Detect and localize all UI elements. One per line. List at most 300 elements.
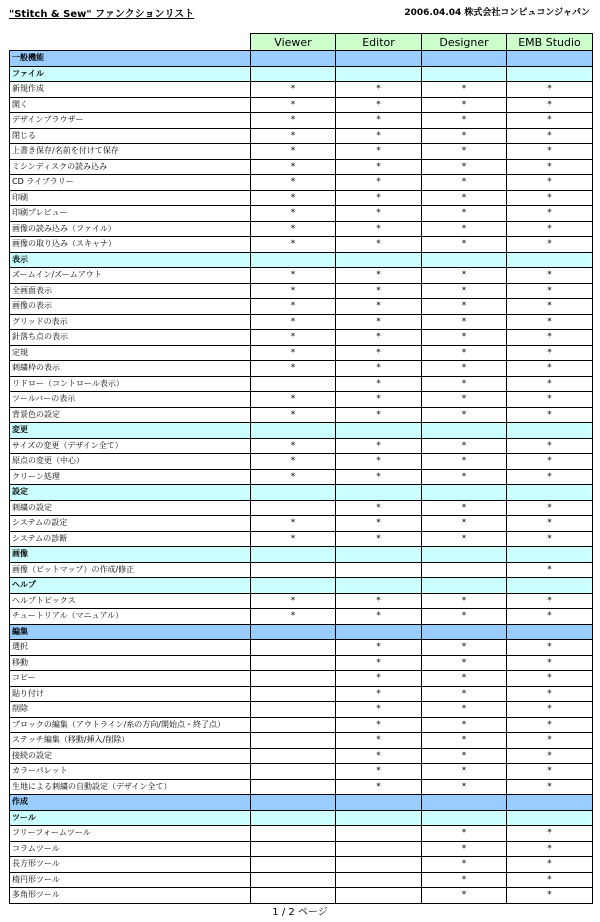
availability-cell: * [422, 268, 507, 284]
table-row [10, 671, 593, 687]
availability-cell: * [336, 376, 422, 392]
availability-cell: * [507, 733, 593, 749]
availability-cell: * [422, 206, 507, 222]
function-label: 画像 [10, 547, 251, 563]
availability-cell: * [422, 593, 507, 609]
title-subtitle: ファンクションリスト [91, 9, 195, 20]
availability-cell: * [422, 407, 507, 423]
availability-cell [336, 841, 422, 857]
table-row [10, 531, 593, 547]
availability-cell: * [251, 454, 336, 470]
table-row [10, 330, 593, 346]
availability-cell [422, 562, 507, 578]
availability-cell: * [507, 531, 593, 547]
availability-cell: * [251, 593, 336, 609]
availability-cell [507, 810, 593, 826]
table-row [10, 733, 593, 749]
availability-cell [422, 547, 507, 563]
availability-cell: * [422, 500, 507, 516]
availability-cell: * [422, 190, 507, 206]
availability-cell: * [336, 655, 422, 671]
function-label: 新規作成 [10, 82, 251, 98]
availability-cell: * [336, 361, 422, 377]
availability-cell: * [336, 345, 422, 361]
function-label: ブロックの編集（アウトライン/糸の方向/開始点・終了点） [10, 717, 251, 733]
availability-cell: * [507, 299, 593, 315]
availability-cell: * [507, 516, 593, 532]
availability-cell [251, 500, 336, 516]
availability-cell: * [251, 438, 336, 454]
function-label: CD ライブラリー [10, 175, 251, 191]
table-row [10, 144, 593, 160]
availability-cell [251, 252, 336, 268]
availability-cell: * [251, 175, 336, 191]
availability-cell [251, 624, 336, 640]
availability-cell: * [336, 268, 422, 284]
availability-cell: * [251, 82, 336, 98]
subsection-header-row [10, 578, 593, 594]
availability-cell: * [422, 764, 507, 780]
availability-cell [336, 562, 422, 578]
page-number: 1 / 2 ページ [272, 907, 328, 918]
availability-cell [251, 66, 336, 82]
availability-cell: * [507, 190, 593, 206]
availability-cell: * [336, 97, 422, 113]
availability-cell: * [251, 361, 336, 377]
table-row [10, 190, 593, 206]
availability-cell: * [422, 702, 507, 718]
availability-cell: * [336, 128, 422, 144]
availability-cell [422, 485, 507, 501]
availability-cell: * [422, 361, 507, 377]
availability-cell: * [336, 438, 422, 454]
function-label: 移動 [10, 655, 251, 671]
section-header-row [10, 795, 593, 811]
availability-cell: * [507, 609, 593, 625]
availability-cell: * [507, 283, 593, 299]
availability-cell: * [251, 314, 336, 330]
availability-cell: * [507, 97, 593, 113]
availability-cell: * [422, 97, 507, 113]
availability-cell [251, 547, 336, 563]
availability-cell: * [251, 299, 336, 315]
function-label: 楕円形ツール [10, 872, 251, 888]
section-header-row [10, 51, 593, 67]
availability-cell: * [422, 159, 507, 175]
availability-cell: * [251, 237, 336, 253]
availability-cell: * [422, 826, 507, 842]
subsection-header-row [10, 810, 593, 826]
availability-cell: * [251, 221, 336, 237]
availability-cell: * [336, 113, 422, 129]
table-row [10, 128, 593, 144]
availability-cell: * [507, 888, 593, 904]
availability-cell: * [422, 733, 507, 749]
availability-cell: * [507, 128, 593, 144]
availability-cell: * [336, 237, 422, 253]
availability-cell [336, 888, 422, 904]
availability-cell: * [336, 469, 422, 485]
function-label: 接続の設定 [10, 748, 251, 764]
function-label: 画像の表示 [10, 299, 251, 315]
availability-cell [251, 423, 336, 439]
availability-cell: * [251, 531, 336, 547]
availability-cell [507, 252, 593, 268]
availability-cell [507, 485, 593, 501]
function-label: 貼り付け [10, 686, 251, 702]
availability-cell [251, 857, 336, 873]
availability-cell [336, 66, 422, 82]
availability-cell: * [336, 392, 422, 408]
table-row [10, 159, 593, 175]
availability-cell [336, 872, 422, 888]
availability-cell: * [422, 128, 507, 144]
availability-cell: * [422, 392, 507, 408]
availability-cell [507, 578, 593, 594]
availability-cell: * [507, 376, 593, 392]
availability-cell [251, 779, 336, 795]
availability-cell: * [336, 190, 422, 206]
table-row [10, 237, 593, 253]
availability-cell: * [422, 454, 507, 470]
table-row [10, 345, 593, 361]
availability-cell: * [507, 144, 593, 160]
availability-cell: * [251, 407, 336, 423]
table-row [10, 562, 593, 578]
availability-cell: * [507, 268, 593, 284]
function-label: 画像の取り込み（スキャナ） [10, 237, 251, 253]
table-row [10, 175, 593, 191]
availability-cell: * [251, 128, 336, 144]
availability-cell [507, 547, 593, 563]
function-label: 設定 [10, 485, 251, 501]
availability-cell: * [507, 702, 593, 718]
table-row [10, 686, 593, 702]
table-row [10, 516, 593, 532]
availability-cell: * [422, 438, 507, 454]
col-header-designer: Designer [422, 34, 507, 51]
table-row [10, 221, 593, 237]
table-row [10, 299, 593, 315]
availability-cell: * [251, 144, 336, 160]
availability-cell [251, 671, 336, 687]
availability-cell [251, 686, 336, 702]
availability-cell: * [422, 82, 507, 98]
availability-cell: * [422, 113, 507, 129]
availability-cell: * [336, 407, 422, 423]
availability-cell: * [336, 159, 422, 175]
availability-cell: * [422, 686, 507, 702]
subsection-header-row [10, 66, 593, 82]
availability-cell: * [336, 764, 422, 780]
table-row [10, 857, 593, 873]
subsection-header-row [10, 252, 593, 268]
availability-cell: * [422, 609, 507, 625]
table-row [10, 454, 593, 470]
availability-cell [251, 562, 336, 578]
table-row [10, 640, 593, 656]
availability-cell: * [336, 175, 422, 191]
availability-cell [507, 66, 593, 82]
function-label: 針落ち点の表示 [10, 330, 251, 346]
function-label: コピー [10, 671, 251, 687]
function-label: グリッドの表示 [10, 314, 251, 330]
availability-cell: * [336, 314, 422, 330]
availability-cell: * [251, 392, 336, 408]
availability-cell: * [507, 407, 593, 423]
function-table [9, 33, 593, 904]
availability-cell [336, 578, 422, 594]
column-header-row [10, 34, 593, 51]
availability-cell: * [507, 469, 593, 485]
function-label: 刺繍枠の表示 [10, 361, 251, 377]
function-label: ミシンディスクの読み込み [10, 159, 251, 175]
corner-cell [10, 34, 251, 51]
availability-cell [422, 578, 507, 594]
availability-cell: * [336, 531, 422, 547]
availability-cell: * [251, 609, 336, 625]
function-label: システムの設定 [10, 516, 251, 532]
availability-cell [251, 748, 336, 764]
table-row [10, 764, 593, 780]
table-row [10, 655, 593, 671]
availability-cell [251, 841, 336, 857]
function-label: クリーン処理 [10, 469, 251, 485]
availability-cell: * [507, 717, 593, 733]
availability-cell: * [251, 113, 336, 129]
function-label: ツールバーの表示 [10, 392, 251, 408]
availability-cell: * [422, 841, 507, 857]
availability-cell: * [336, 516, 422, 532]
function-label: 閉じる [10, 128, 251, 144]
table-row [10, 717, 593, 733]
table-row [10, 97, 593, 113]
availability-cell: * [336, 609, 422, 625]
title-product: "Stitch & Sew" [9, 9, 92, 20]
availability-cell: * [507, 593, 593, 609]
availability-cell: * [251, 330, 336, 346]
function-label: フリーフォームツール [10, 826, 251, 842]
availability-cell: * [507, 671, 593, 687]
availability-cell: * [336, 671, 422, 687]
availability-cell [251, 795, 336, 811]
function-label: 背景色の設定 [10, 407, 251, 423]
availability-cell [251, 717, 336, 733]
table-row [10, 206, 593, 222]
availability-cell [336, 547, 422, 563]
availability-cell [422, 795, 507, 811]
availability-cell: * [422, 144, 507, 160]
date-company: 2006.04.04 株式会社コンピュコンジャパン [404, 8, 590, 18]
availability-cell [422, 423, 507, 439]
function-label: 一般機能 [10, 51, 251, 67]
table-row [10, 469, 593, 485]
availability-cell: * [422, 857, 507, 873]
availability-cell [251, 51, 336, 67]
function-label: デザインブラウザー [10, 113, 251, 129]
table-row [10, 593, 593, 609]
function-label: 印刷プレビュー [10, 206, 251, 222]
function-label: カラーパレット [10, 764, 251, 780]
availability-cell: * [507, 779, 593, 795]
availability-cell [507, 423, 593, 439]
availability-cell [422, 624, 507, 640]
availability-cell [251, 888, 336, 904]
availability-cell [422, 810, 507, 826]
function-label: 刺繍の設定 [10, 500, 251, 516]
availability-cell: * [507, 841, 593, 857]
function-label: 編集 [10, 624, 251, 640]
availability-cell: * [336, 299, 422, 315]
function-label: 画像の読み込み（ファイル） [10, 221, 251, 237]
availability-cell: * [422, 531, 507, 547]
availability-cell [251, 485, 336, 501]
availability-cell: * [336, 206, 422, 222]
function-label: サイズの変更（デザイン全て） [10, 438, 251, 454]
function-label: ズームイン/ズームアウト [10, 268, 251, 284]
availability-cell: * [336, 779, 422, 795]
table-row [10, 361, 593, 377]
availability-cell [336, 810, 422, 826]
availability-cell: * [336, 330, 422, 346]
availability-cell [336, 423, 422, 439]
availability-cell: * [507, 872, 593, 888]
availability-cell: * [336, 82, 422, 98]
function-label: 定規 [10, 345, 251, 361]
availability-cell [251, 764, 336, 780]
function-label: ヘルプトピックス [10, 593, 251, 609]
availability-cell: * [507, 392, 593, 408]
availability-cell [251, 826, 336, 842]
availability-cell: * [336, 702, 422, 718]
availability-cell [336, 252, 422, 268]
table-row [10, 841, 593, 857]
availability-cell: * [336, 283, 422, 299]
availability-cell: * [422, 671, 507, 687]
availability-cell: * [336, 686, 422, 702]
availability-cell [251, 655, 336, 671]
subsection-header-row [10, 547, 593, 563]
function-label: 開く [10, 97, 251, 113]
availability-cell: * [251, 206, 336, 222]
table-row [10, 283, 593, 299]
availability-cell: * [422, 516, 507, 532]
availability-cell: * [422, 640, 507, 656]
availability-cell: * [507, 857, 593, 873]
function-label: 長方形ツール [10, 857, 251, 873]
availability-cell [251, 702, 336, 718]
availability-cell [422, 252, 507, 268]
availability-cell [251, 376, 336, 392]
availability-cell [336, 485, 422, 501]
function-label: ファイル [10, 66, 251, 82]
subsection-header-row [10, 485, 593, 501]
availability-cell: * [251, 268, 336, 284]
availability-cell: * [507, 438, 593, 454]
availability-cell [507, 51, 593, 67]
function-label: 生地による刺繍の自動設定（デザイン全て） [10, 779, 251, 795]
availability-cell: * [507, 826, 593, 842]
availability-cell: * [422, 345, 507, 361]
availability-cell: * [422, 748, 507, 764]
availability-cell: * [336, 640, 422, 656]
availability-cell: * [336, 733, 422, 749]
availability-cell: * [507, 314, 593, 330]
availability-cell: * [422, 237, 507, 253]
section-header-row [10, 624, 593, 640]
availability-cell: * [507, 500, 593, 516]
availability-cell [422, 66, 507, 82]
availability-cell: * [422, 330, 507, 346]
availability-cell: * [336, 500, 422, 516]
function-label: 原点の変更（中心） [10, 454, 251, 470]
function-label: 上書き保存/名前を付けて保存 [10, 144, 251, 160]
availability-cell: * [507, 562, 593, 578]
availability-cell: * [422, 299, 507, 315]
function-label: リドロー（コントロール表示） [10, 376, 251, 392]
availability-cell [251, 872, 336, 888]
table-row [10, 748, 593, 764]
availability-cell: * [251, 469, 336, 485]
col-header-editor: Editor [336, 34, 422, 51]
availability-cell: * [422, 655, 507, 671]
function-label: 表示 [10, 252, 251, 268]
function-label: 変更 [10, 423, 251, 439]
col-header-viewer: Viewer [251, 34, 336, 51]
function-label: コラムツール [10, 841, 251, 857]
availability-cell: * [422, 175, 507, 191]
table-row [10, 314, 593, 330]
function-label: チュートリアル（マニュアル） [10, 609, 251, 625]
availability-cell: * [507, 175, 593, 191]
availability-cell [336, 51, 422, 67]
table-row [10, 438, 593, 454]
function-label: 選択 [10, 640, 251, 656]
table-row [10, 609, 593, 625]
availability-cell: * [422, 376, 507, 392]
function-label: 印刷 [10, 190, 251, 206]
availability-cell: * [336, 593, 422, 609]
availability-cell: * [422, 717, 507, 733]
availability-cell: * [251, 97, 336, 113]
function-label: システムの診断 [10, 531, 251, 547]
availability-cell: * [507, 159, 593, 175]
availability-cell: * [507, 686, 593, 702]
table-row [10, 779, 593, 795]
availability-cell: * [507, 640, 593, 656]
table-row [10, 888, 593, 904]
table-row [10, 500, 593, 516]
table-row [10, 113, 593, 129]
subsection-header-row [10, 423, 593, 439]
table-row [10, 82, 593, 98]
document-title [9, 5, 194, 20]
availability-cell: * [251, 345, 336, 361]
availability-cell: * [507, 237, 593, 253]
function-label: ヘルプ [10, 578, 251, 594]
availability-cell: * [507, 113, 593, 129]
availability-cell: * [507, 330, 593, 346]
table-row [10, 407, 593, 423]
availability-cell: * [507, 82, 593, 98]
availability-cell: * [336, 221, 422, 237]
availability-cell [507, 795, 593, 811]
availability-cell [507, 624, 593, 640]
availability-cell [336, 857, 422, 873]
function-label: ツール [10, 810, 251, 826]
availability-cell [336, 624, 422, 640]
table-row [10, 826, 593, 842]
